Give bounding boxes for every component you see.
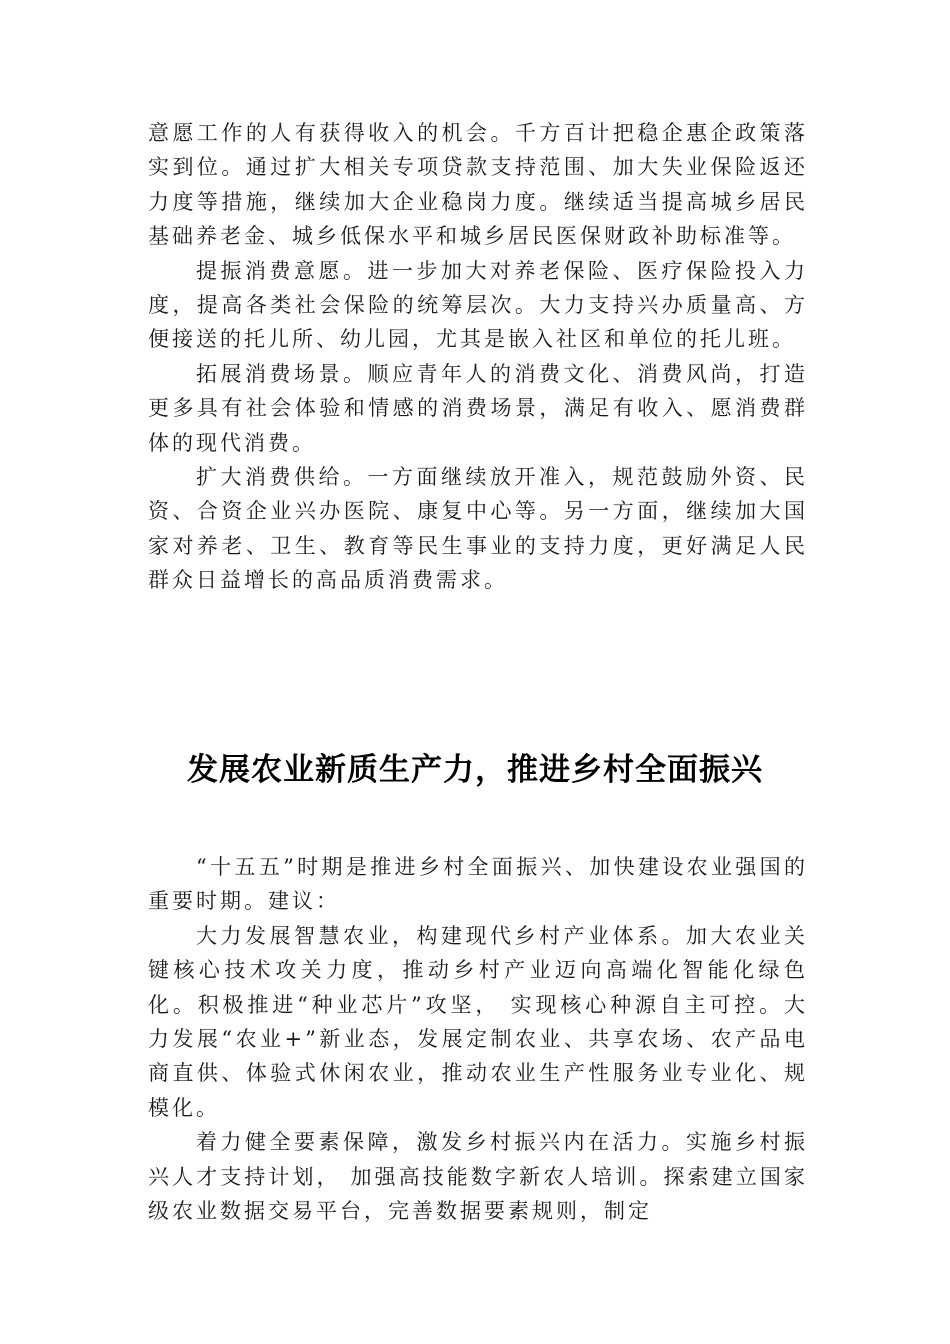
section-title: 发展农业新质生产力，推进乡村全面振兴: [187, 752, 763, 788]
paragraph-factor-guarantee: 着力健全要素保障，激发乡村振兴内在活力。实施乡村振兴人才支持计划， 加强高技能数字新农人培训。探索建立国家级农业数据交易平台，完善数据要素规则，制定: [148, 1130, 808, 1224]
paragraph-expand-consumption-scenes: 拓展消费场景。顺应青年人的消费文化、消费风尚，打造更多具有社会体验和情感的消费场景，满足有收入、愿消费群体的现代消费。: [148, 361, 808, 455]
top-text-block: [148, 116, 808, 598]
paragraph-intro: “十五五”时期是推进乡村全面振兴、加快建设农业强国的重要时期。建议：: [148, 855, 808, 914]
paragraph-continued: 意愿工作的人有获得收入的机会。千方百计把稳企惠企政策落实到位。通过扩大相关专项贷款支持范围、加大失业保险返还力度等措施，继续加大企业稳岗力度。继续适当提高城乡居民基础养老金、城乡低保水平和城乡居民医保财政补助标准等。: [148, 121, 808, 249]
paragraph-expand-consumption-supply: 扩大消费供给。一方面继续放开准入，规范鼓励外资、民资、合资企业兴办医院、康复中心等。另一方面，继续加大国家对养老、卫生、教育等民生事业的支持力度，更好满足人民群众日益增长的高品质消费需求。: [148, 465, 808, 593]
bottom-text-block: [148, 850, 808, 1228]
paragraph-smart-agriculture: 大力发展智慧农业，构建现代乡村产业体系。加大农业关键核心技术攻关力度，推动乡村产业迈向高端化智能化绿色化。积极推进“种业芯片”攻坚， 实现核心种源自主可控。大力发展“农业+”新业态，发展定制农业、共享农场、农产品电商直供、体验式休闲农业，推动农业生产性服务业专业化、规模化。: [148, 923, 808, 1120]
paragraph-boost-consumption-willingness: 提振消费意愿。进一步加大对养老保险、医疗保险投入力度，提高各类社会保险的统筹层次。大力支持兴办质量高、方便接送的托儿所、幼儿园，尤其是嵌入社区和单位的托儿班。: [148, 258, 808, 352]
